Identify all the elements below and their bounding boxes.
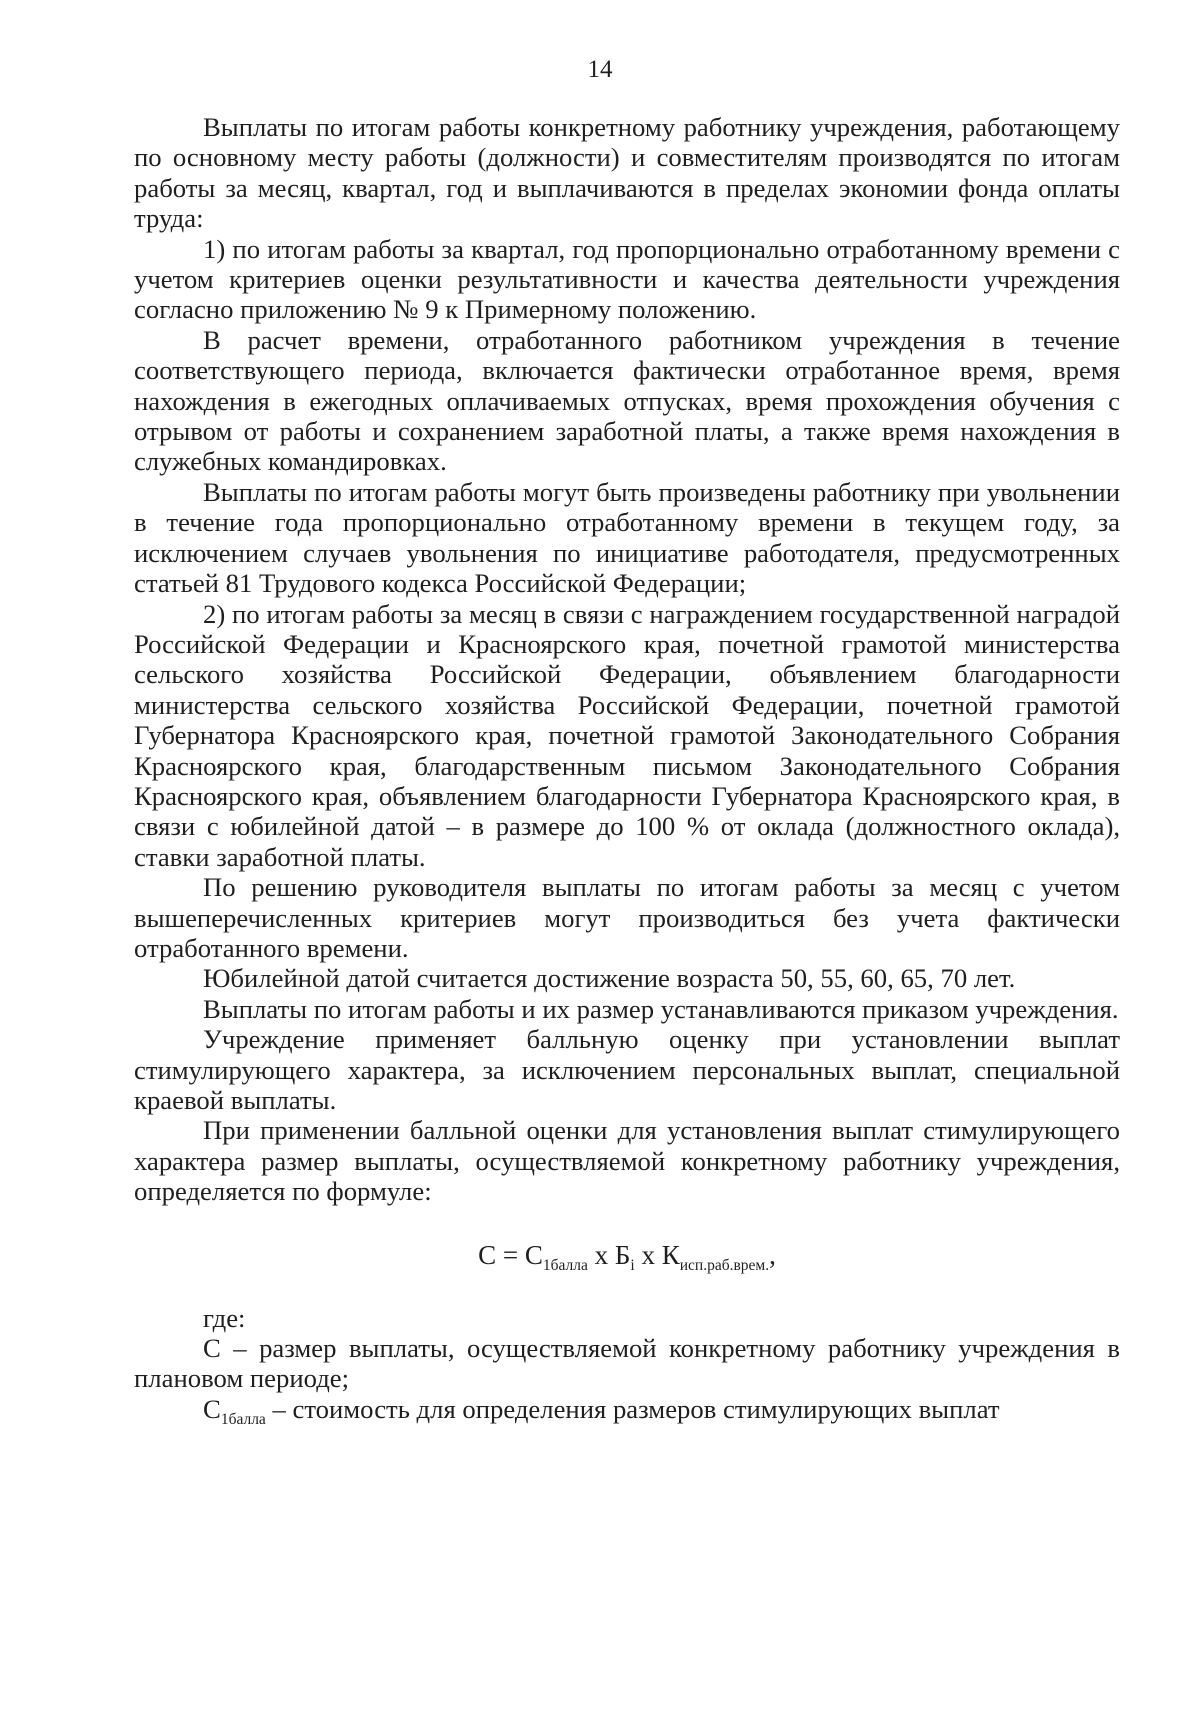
paragraph-item-2-month-awards: 2) по итогам работы за месяц в связи с награждением государственной наградой Российской Федерации и Красноярского края, почетной грамотой министерства сельского хозяйства Российской Федерации, объявлением благодарности министерства сельского хозяйства Российской Федерации, почетной грамотой Губернатора Красноярского края, почетной грамотой Законодательного Собрания Красноярского края, благодарственным письмом Законодательного Собрания Красноярского края, объявлением благодарности Губернатора Красноярского края, в связи с юбилейной датой – в размере до 100 % от оклада (должностного оклада), ставки заработной платы.: [134, 598, 1120, 872]
formula-sub-i: i: [630, 1256, 635, 1274]
legend-item-c-1balla: [134, 1393, 1120, 1428]
paragraph-item-1-quarter-year: 1) по итогам работы за квартал, год пропорционально отработанному времени с учетом критериев оценки результативности и качества деятельности учреждения согласно приложению № 9 к Примерному положению.: [134, 233, 1120, 325]
paragraph-dismissal: Выплаты по итогам работы могут быть произведены работнику при увольнении в течение года пропорционально отработанному времени в текущем году, за исключением случаев увольнения по инициативе работодателя, предусмотренных статьей 81 Трудового кодекса Российской Федерации;: [134, 476, 1120, 599]
where-label: где:: [203, 1302, 246, 1333]
document-body: [134, 112, 1120, 1428]
formula-sub-isp-rab-vrem: исп.раб.врем.: [679, 1256, 770, 1274]
legend-symbol-sub: 1балла: [220, 1410, 266, 1428]
paragraph-payments-intro: Выплаты по итогам работы конкретному работнику учреждения, работающему по основному месту работы (должности) и совместителям производятся по итогам работы за месяц, квартал, год и выплачиваются в пределах экономии фонда оплаты труда:: [134, 112, 1120, 234]
paragraph-head-decision: По решению руководителя выплаты по итогам работы за месяц с учетом вышеперечисленных критериев могут производиться без учета фактически отработанного времени.: [134, 872, 1120, 963]
legend-symbol: С: [203, 1393, 221, 1424]
paragraph-point-evaluation: Учреждение применяет балльную оценку при установлении выплат стимулирующего характера, за исключением персональных выплат, специальной краевой выплаты.: [134, 1024, 1120, 1115]
legend-item-c: [134, 1333, 1120, 1394]
formula-mid-1: х Б: [587, 1239, 631, 1270]
legend-symbol: С: [203, 1333, 221, 1364]
formula-mid-2: х К: [634, 1239, 680, 1270]
page-number: 14: [587, 56, 613, 83]
paragraph-formula-intro: При применении балльной оценки для установления выплат стимулирующего характера размер выплаты, осуществляемой конкретному работнику учреждения, определяется по формуле:: [134, 1115, 1120, 1207]
formula-sub-1balla: 1балла: [542, 1256, 588, 1274]
paragraph-order: Выплаты по итогам работы и их размер устанавливаются приказом учреждения.: [203, 993, 1119, 1024]
legend-text: – стоимость для определения размеров стимулирующих выплат: [265, 1393, 1000, 1424]
paragraph-anniversary: Юбилейной датой считается достижение возраста 50, 55, 60, 65, 70 лет.: [203, 963, 1016, 994]
formula-lhs: С = С: [478, 1239, 543, 1270]
legend-text: – размер выплаты, осуществляемой конкретному работнику учреждения в плановом периоде;: [134, 1333, 1120, 1394]
paragraph-worked-time: В расчет времени, отработанного работником учреждения в течение соответствующего периода, включается фактически отработанное время, время нахождения в ежегодных оплачиваемых отпусках, время прохождения обучения с отрывом от работы и сохранением заработной платы, а также время нахождения в служебных командировках.: [134, 324, 1120, 477]
payment-formula: [134, 1239, 1120, 1274]
formula-tail: ,: [769, 1239, 776, 1270]
